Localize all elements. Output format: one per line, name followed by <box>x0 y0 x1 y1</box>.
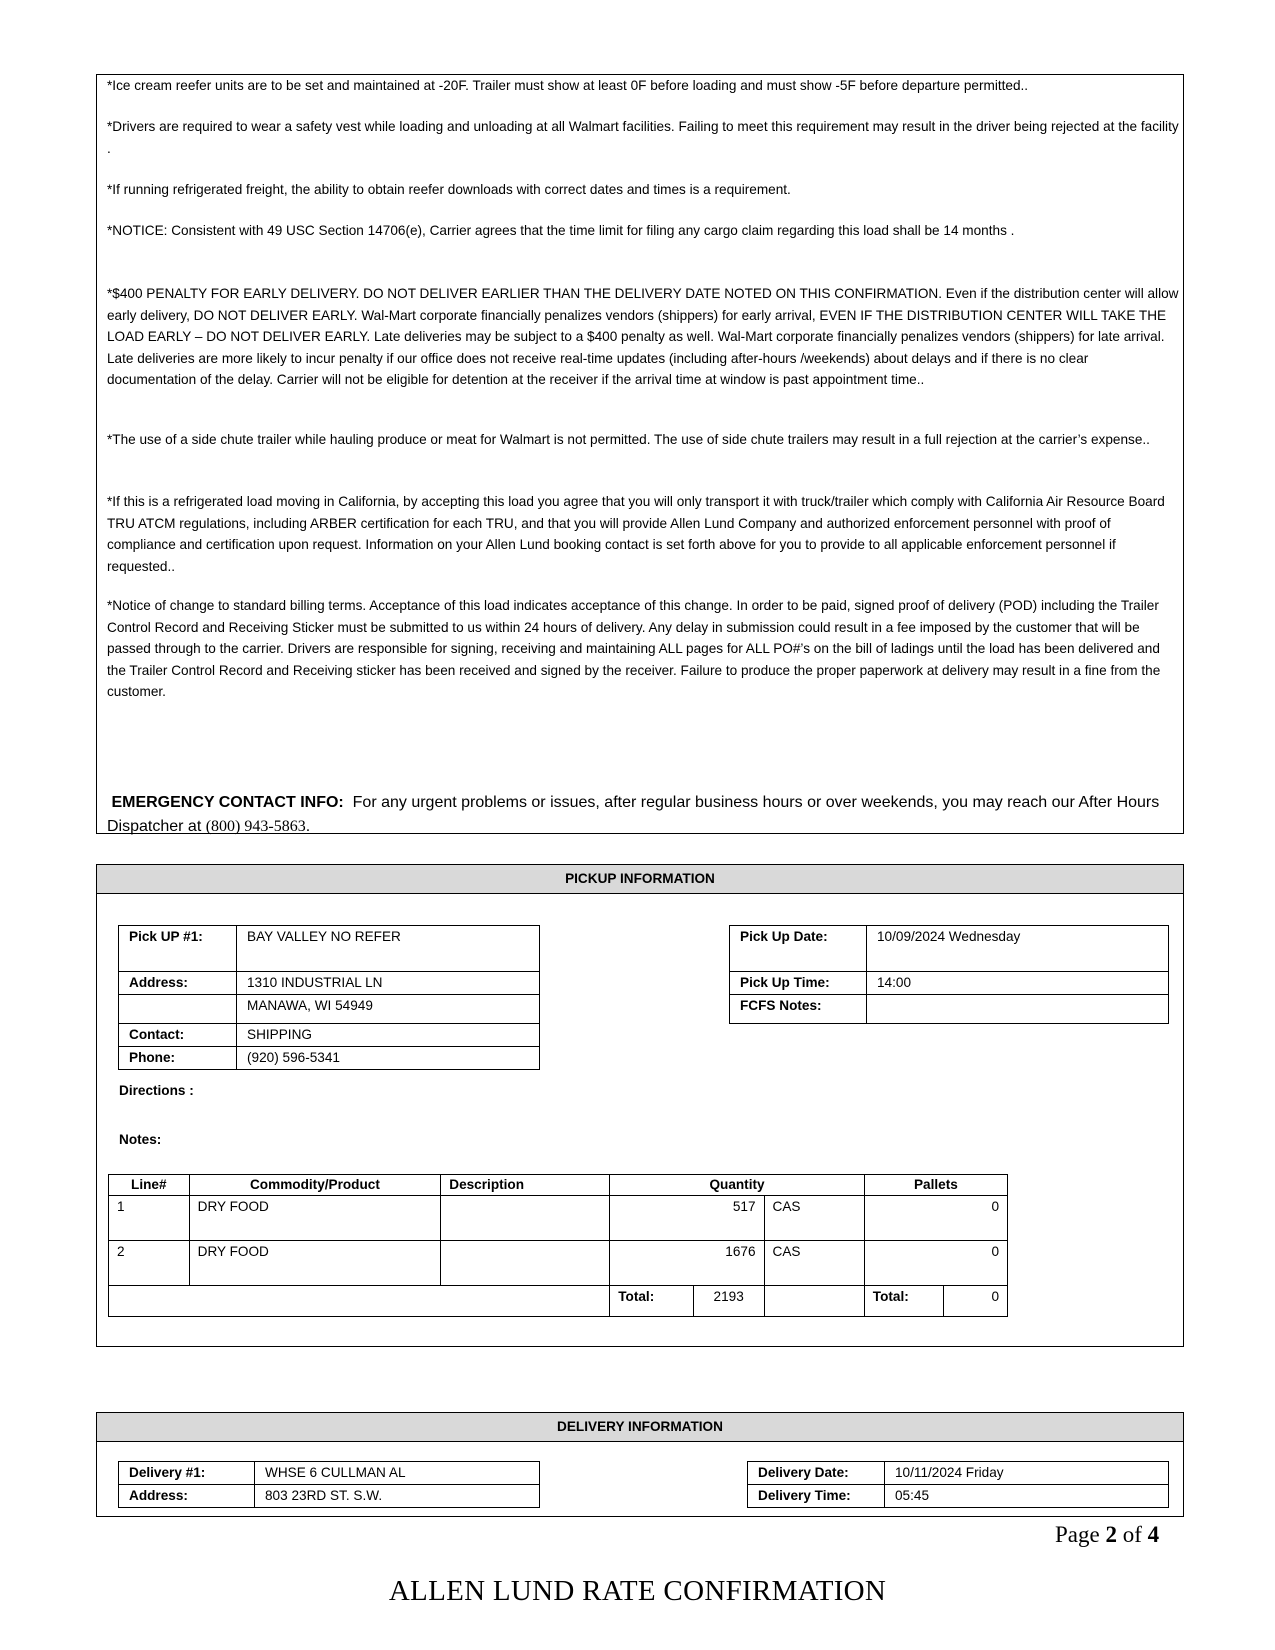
pickup-name: BAY VALLEY NO REFER <box>237 926 540 972</box>
pickup-schedule-table <box>729 925 1169 1024</box>
terms-box <box>96 74 1184 834</box>
page-total: 4 <box>1147 1522 1160 1547</box>
delivery-time-label: Delivery Time: <box>748 1485 885 1508</box>
delivery-address: 803 23RD ST. S.W. <box>255 1485 540 1508</box>
col-quantity: Quantity <box>610 1175 865 1196</box>
pickup-phone-label: Phone: <box>119 1047 237 1070</box>
row-unit: CAS <box>764 1241 864 1286</box>
row-pallets: 0 <box>864 1196 1007 1241</box>
pickup-phone: (920) 596-5341 <box>237 1047 540 1070</box>
row-description <box>441 1196 610 1241</box>
delivery-section <box>96 1412 1184 1517</box>
pickup-address-label: Address: <box>119 972 237 995</box>
delivery-name: WHSE 6 CULLMAN AL <box>255 1462 540 1485</box>
emergency-phone: (800) 943-5863 <box>205 818 306 835</box>
pickup-time: 14:00 <box>867 972 1169 995</box>
fcfs-notes <box>867 995 1169 1024</box>
row-line: 2 <box>109 1241 190 1286</box>
emergency-contact: EMERGENCY CONTACT INFO: For any urgent problems or issues, after regular business hours or over weekends, you may reach our After Hours Dispatcher at (800) 943-5863. <box>107 794 1160 835</box>
pickup-date-label: Pick Up Date: <box>730 926 867 972</box>
fcfs-notes-label: FCFS Notes: <box>730 995 867 1024</box>
document-title: ALLEN LUND RATE CONFIRMATION <box>388 1575 887 1607</box>
notes-label: Notes: <box>119 1132 162 1147</box>
delivery-number-label: Delivery #1: <box>119 1462 255 1485</box>
emergency-text: For any urgent problems or issues, after regular business hours or over weekends, you may reach our After Hours Dispatcher at <box>107 794 1160 835</box>
directions-label: Directions : <box>119 1083 194 1098</box>
delivery-date-label: Delivery Date: <box>748 1462 885 1485</box>
delivery-address-label: Address: <box>119 1485 255 1508</box>
pickup-header: PICKUP INFORMATION <box>97 865 1183 894</box>
delivery-date: 10/11/2024 Friday <box>885 1462 1169 1485</box>
pallets-total: 0 <box>944 1286 1008 1317</box>
pickup-contact-label: Contact: <box>119 1024 237 1047</box>
pickup-section <box>96 864 1184 1347</box>
page-number: Page 2 of 4 <box>1055 1522 1160 1547</box>
pickup-location-table <box>118 925 540 1070</box>
row-quantity: 517 <box>610 1196 764 1241</box>
delivery-time: 05:45 <box>885 1485 1169 1508</box>
row-commodity: DRY FOOD <box>189 1241 441 1286</box>
term-reefer-downloads: *If running refrigerated freight, the ability to obtain reefer downloads with correct dates and times is a requirement. <box>107 182 791 197</box>
row-description <box>441 1241 610 1286</box>
term-ice-cream: *Ice cream reefer units are to be set and maintained at -20F. Trailer must show at least 0F before loading and must show -5F before departure permitted.. <box>107 78 1029 93</box>
term-side-chute: *The use of a side chute trailer while hauling produce or meat for Walmart is not permitted. The use of side chute trailers may result in a full rejection at the carrier’s expense.. <box>107 432 1150 447</box>
quantity-total: 2193 <box>693 1286 764 1317</box>
term-early-delivery-penalty: *$400 PENALTY FOR EARLY DELIVERY. DO NOT DELIVER EARLIER THAN THE DELIVERY DATE NOTED ON THIS CONFIRMATION. Even if the distribution center will allow early delivery, DO NOT DELIVER EARLY. Wal-Mart corporate financially penalizes vendors (shippers) for early arrival, EVEN IF THE DISTRIBUTION CENTER WILL TAKE THE LOAD EARLY – DO NOT DELIVER EARLY. Late deliveries may be subject to a $400 penalty as well. Wal-Mart corporate financially penalizes vendors (shippers) for late arrival. Late deliveries are more likely to incur penalty if our office does not receive real-time updates (including after-hours /weekends) about delays and if there is no clear documentation of the delay. Carrier will not be eligible for detention at the receiver if the arrival time at window is past appointment time.. <box>107 286 1179 388</box>
row-line: 1 <box>109 1196 190 1241</box>
commodity-table <box>108 1174 1008 1317</box>
delivery-schedule-table <box>747 1461 1169 1508</box>
col-description: Description <box>441 1175 610 1196</box>
delivery-header: DELIVERY INFORMATION <box>97 1413 1183 1442</box>
pickup-address-line1: 1310 INDUSTRIAL LN <box>237 972 540 995</box>
row-pallets: 0 <box>864 1241 1007 1286</box>
pickup-number-label: Pick UP #1: <box>119 926 237 972</box>
term-california: *If this is a refrigerated load moving in California, by accepting this load you agree that you will only transport it with truck/trailer which comply with California Air Resource Board TRU ATCM regulations, including ARBER certification for each TRU, and that you will provide Allen Lund Company and authorized enforcement personnel with proof of compliance and certification upon request. Information on your Allen Lund booking contact is set forth above for you to provide to all applicable enforcement personnel if requested.. <box>107 494 1165 574</box>
row-unit: CAS <box>764 1196 864 1241</box>
pickup-time-label: Pick Up Time: <box>730 972 867 995</box>
pallets-total-label: Total: <box>864 1286 944 1317</box>
pickup-date: 10/09/2024 Wednesday <box>867 926 1169 972</box>
row-quantity: 1676 <box>610 1241 764 1286</box>
col-line: Line# <box>109 1175 190 1196</box>
term-cargo-claim: *NOTICE: Consistent with 49 USC Section 14706(e), Carrier agrees that the time limit for filing any cargo claim regarding this load shall be 14 months . <box>107 223 1015 238</box>
col-pallets: Pallets <box>864 1175 1007 1196</box>
delivery-location-table <box>118 1461 540 1508</box>
page-current: 2 <box>1105 1522 1117 1547</box>
row-commodity: DRY FOOD <box>189 1196 441 1241</box>
totals-row <box>109 1286 1008 1317</box>
pickup-address-line2: MANAWA, WI 54949 <box>237 995 540 1024</box>
emergency-label: EMERGENCY CONTACT INFO: <box>111 794 344 811</box>
pickup-contact: SHIPPING <box>237 1024 540 1047</box>
table-row <box>109 1196 1008 1241</box>
quantity-total-label: Total: <box>610 1286 694 1317</box>
term-safety-vest: *Drivers are required to wear a safety vest while loading and unloading at all Walmart facilities. Failing to meet this requirement may result in the driver being rejected at the facility . <box>107 119 1179 156</box>
table-row <box>109 1241 1008 1286</box>
term-billing: *Notice of change to standard billing terms. Acceptance of this load indicates acceptance of this change. In order to be paid, signed proof of delivery (POD) including the Trailer Control Record and Receiving Sticker must be submitted to us within 24 hours of delivery. Any delay in submission could result in a fee imposed by the customer that will be passed through to the carrier. Drivers are responsible for signing, receiving and maintaining ALL pages for ALL PO#’s on the bill of ladings until the load has been delivered and the Trailer Control Record and Receiving sticker has been received and signed by the receiver. Failure to produce the proper paperwork at delivery may result in a fine from the customer. <box>107 598 1161 700</box>
col-commodity: Commodity/Product <box>189 1175 441 1196</box>
